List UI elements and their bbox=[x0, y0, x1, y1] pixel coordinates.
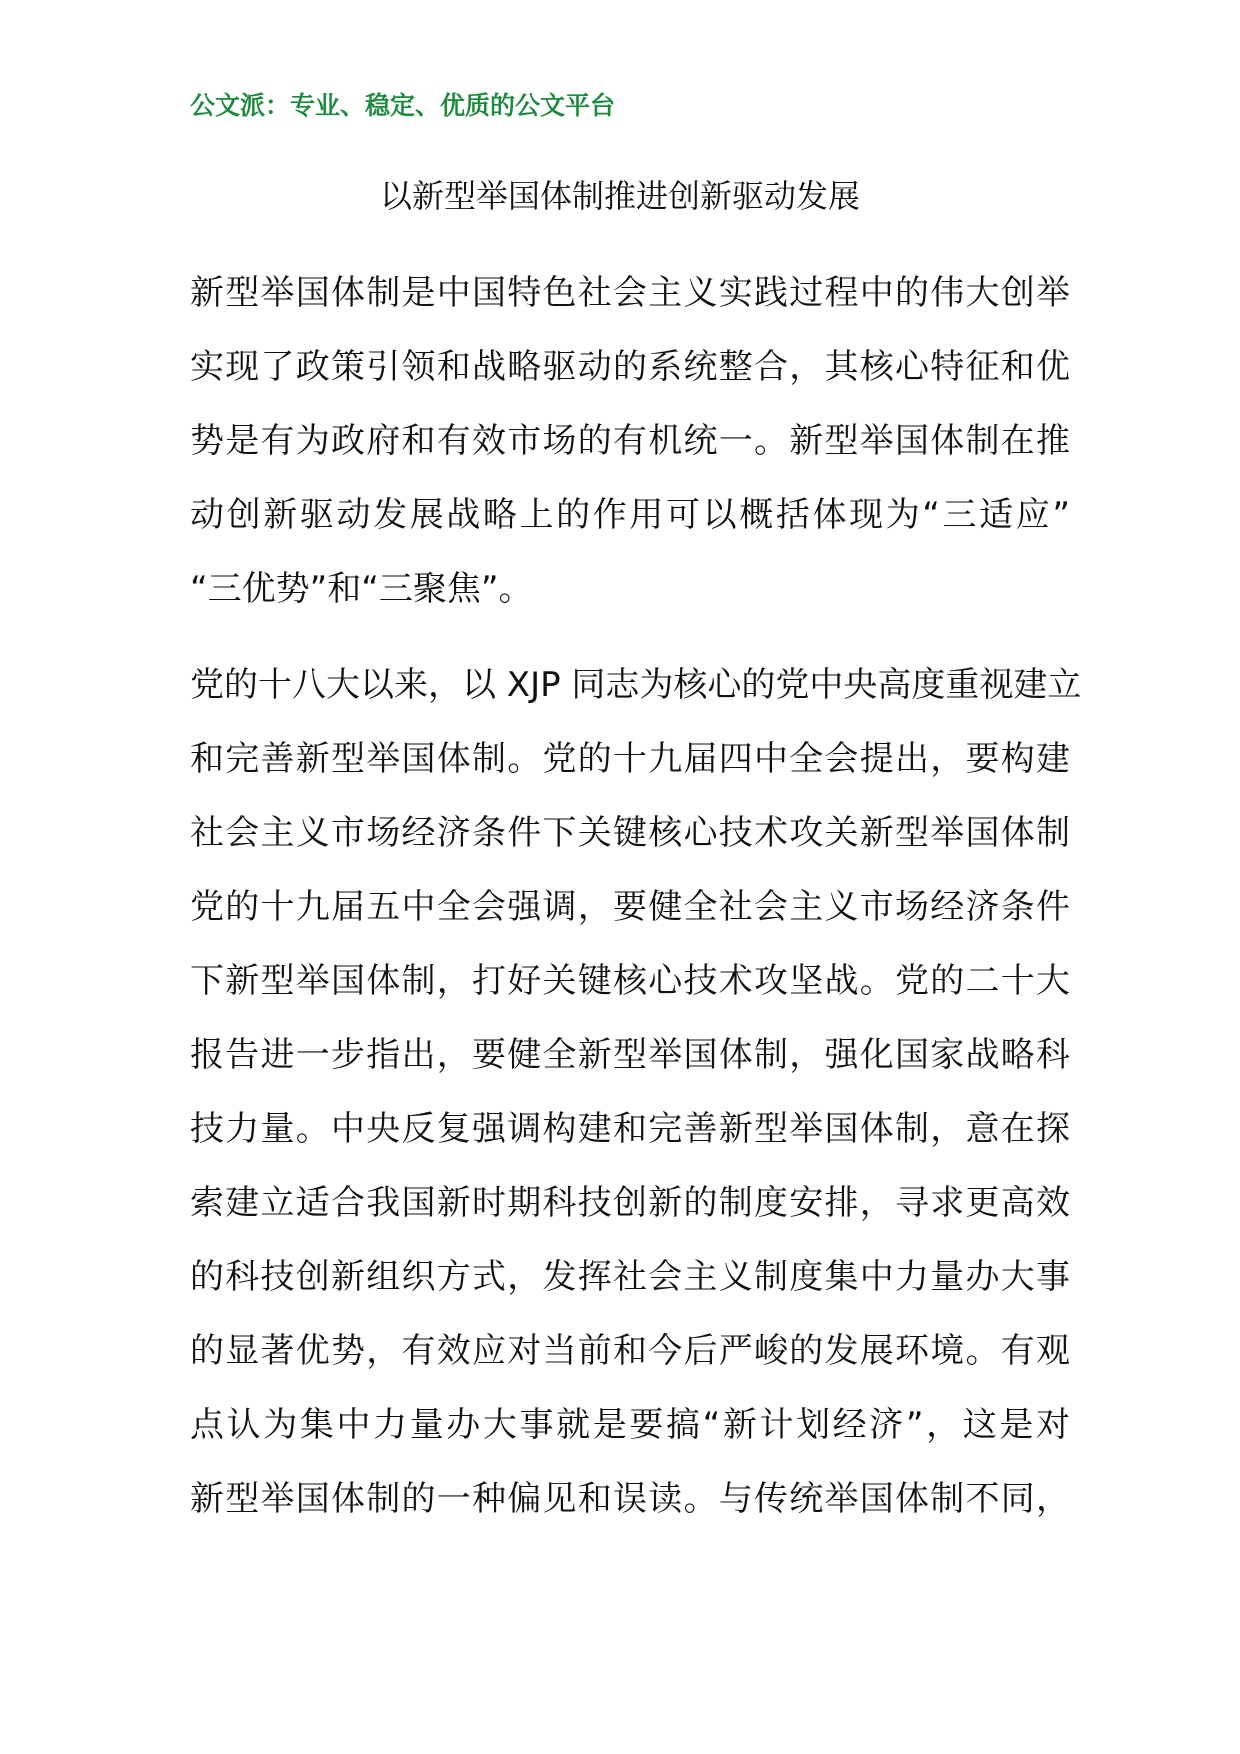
platform-header: 公文派：专业、稳定、优质的公文平台 bbox=[190, 91, 616, 120]
paragraph-line: 和完善新型举国体制。党的十九届四中全会提出，要构建 bbox=[190, 739, 1070, 779]
paragraph-line: 技力量。中央反复强调构建和完善新型举国体制，意在探 bbox=[190, 1109, 1070, 1149]
document-title: 以新型举国体制推进创新驱动发展 bbox=[379, 177, 860, 215]
body-paragraph bbox=[190, 648, 1082, 1536]
paragraph-line: 索建立适合我国新时期科技创新的制度安排，寻求更高效 bbox=[190, 1183, 1070, 1223]
paragraph-line: 势是有为政府和有效市场的有机统一。新型举国体制在推 bbox=[190, 421, 1070, 461]
paragraph-line: 报告进一步指出，要健全新型举国体制，强化国家战略科 bbox=[190, 1035, 1070, 1075]
paragraph-line: 动创新驱动发展战略上的作用可以概括体现为“三适应” bbox=[190, 495, 1070, 535]
paragraph-line: 实现了政策引领和战略驱动的系统整合，其核心特征和优 bbox=[190, 347, 1070, 387]
paragraph-line: 的科技创新组织方式，发挥社会主义制度集中力量办大事 bbox=[190, 1257, 1070, 1297]
paragraph-line: 社会主义市场经济条件下关键核心技术攻关新型举国体制 bbox=[190, 813, 1070, 853]
paragraph-line: “三优势”和“三聚焦”。 bbox=[190, 569, 533, 609]
paragraph-line: 的显著优势，有效应对当前和今后严峻的发展环境。有观 bbox=[190, 1331, 1070, 1371]
paragraph-line: 点认为集中力量办大事就是要搞“新计划经济”，这是对 bbox=[190, 1405, 1070, 1445]
paragraph-line: 新型举国体制是中国特色社会主义实践过程中的伟大创举 bbox=[190, 273, 1070, 313]
paragraph-line: 新型举国体制的一种偏见和误读。与传统举国体制不同， bbox=[190, 1479, 1070, 1519]
paragraph-line: 党的十九届五中全会强调，要健全社会主义市场经济条件 bbox=[190, 887, 1070, 927]
body-paragraph bbox=[190, 256, 1070, 626]
paragraph-line: 下新型举国体制，打好关键核心技术攻坚战。党的二十大 bbox=[190, 961, 1070, 1001]
paragraph-line: 党的十八大以来，以 XJP 同志为核心的党中央高度重视建立 bbox=[190, 665, 1082, 705]
